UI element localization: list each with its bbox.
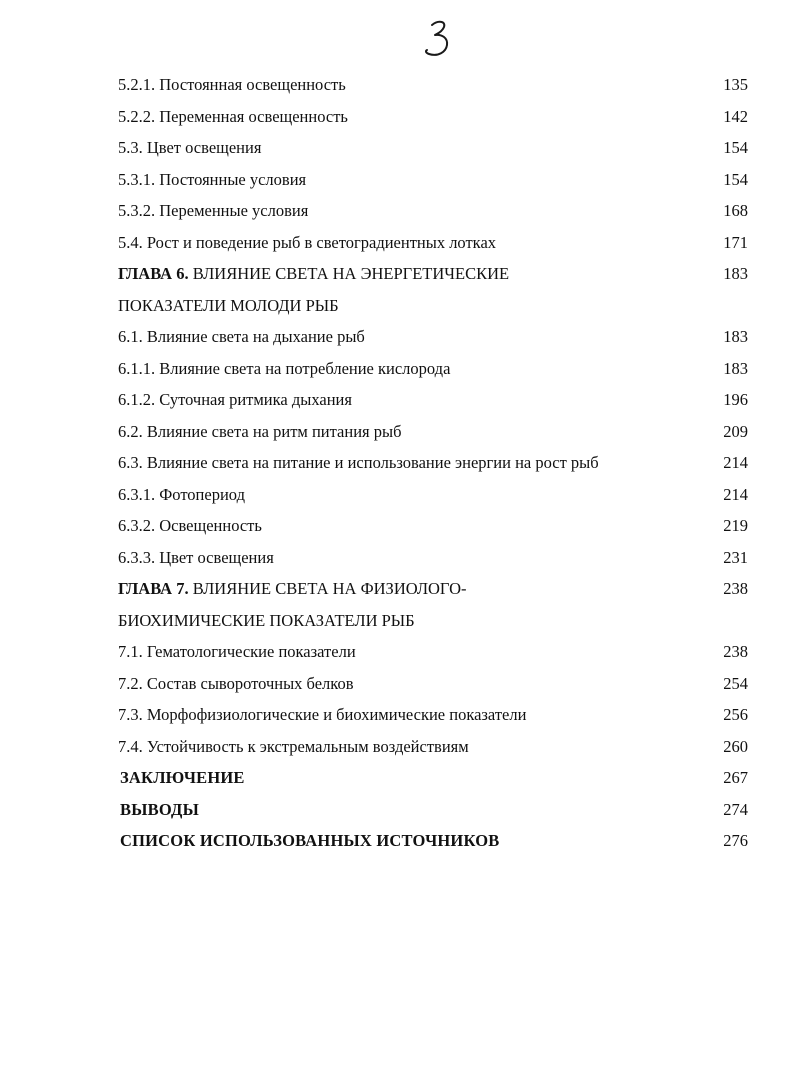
chapter-title-continuation: ПОКАЗАТЕЛИ МОЛОДИ РЫБ xyxy=(118,295,339,315)
toc-entry xyxy=(118,479,748,511)
toc-entry xyxy=(118,164,748,196)
toc-entry xyxy=(118,668,748,700)
toc-entry-page: 254 xyxy=(723,673,748,693)
toc-entry-page: 183 xyxy=(723,327,748,346)
toc-section-findings xyxy=(118,794,748,826)
toc-entry-title: 6.3. Влияние света на питание и использование энергии на рост рыб xyxy=(118,453,599,472)
toc-entry-title: 5.3.1. Постоянные условия xyxy=(118,169,307,189)
toc-entry-page: 183 xyxy=(723,358,748,378)
toc-chapter-title xyxy=(118,258,509,290)
toc-entry xyxy=(118,542,748,574)
toc-entry-title: 6.1. Влияние света на дыхание рыб xyxy=(118,327,365,346)
toc-entry-title: 7.4. Устойчивость к экстремальным воздействиям xyxy=(118,736,469,756)
toc-entry-page: 238 xyxy=(723,642,748,661)
toc-entry-page: 214 xyxy=(723,453,748,472)
toc-entry-title: 7.3. Морфофизиологические и биохимические показатели xyxy=(118,705,527,724)
toc-chapter-heading xyxy=(118,573,748,605)
toc-entry-title: 6.1.2. Суточная ритмика дыхания xyxy=(118,390,352,409)
toc-entry-title: 6.2. Влияние света на ритм питания рыб xyxy=(118,421,402,441)
toc-entry xyxy=(118,321,748,353)
toc-entry xyxy=(118,132,748,164)
toc-chapter-heading xyxy=(118,258,748,290)
handwritten-three-glyph xyxy=(420,16,460,62)
chapter-title-text: ВЛИЯНИЕ СВЕТА НА ФИЗИОЛОГО- xyxy=(188,579,467,598)
toc-entry-page: 135 xyxy=(723,75,748,94)
toc-entry-title: 5.2.1. Постоянная освещенность xyxy=(118,75,346,94)
toc-entry-page: 209 xyxy=(723,421,748,441)
handwritten-page-number xyxy=(420,16,460,62)
toc-entry-page: 154 xyxy=(723,138,748,157)
toc-entry-title: 6.3.2. Освещенность xyxy=(118,516,262,535)
toc-entry-page: 256 xyxy=(723,705,748,724)
toc-entry xyxy=(118,636,748,668)
chapter-number: ГЛАВА 6. xyxy=(118,264,189,283)
toc-chapter-title xyxy=(118,573,466,605)
toc-entry-page: 183 xyxy=(723,264,748,283)
toc-entry-title: 5.4. Рост и поведение рыб в светоградиентных лотках xyxy=(118,232,497,252)
toc-entry xyxy=(118,195,748,227)
chapter-number: ГЛАВА 7. xyxy=(118,579,189,598)
toc-entry-page: 267 xyxy=(723,768,748,787)
toc-entry-title: ЗАКЛЮЧЕНИЕ xyxy=(120,768,245,787)
toc-entry-page: 238 xyxy=(723,579,748,598)
toc-entry-page: 231 xyxy=(723,547,748,567)
toc-entry xyxy=(118,353,748,385)
toc-entry-title: 6.3.3. Цвет освещения xyxy=(118,547,274,567)
toc-entry-page: 274 xyxy=(723,799,748,819)
toc-entry xyxy=(118,384,748,416)
toc-entry-page: 219 xyxy=(723,516,748,535)
toc-entry-page: 142 xyxy=(723,106,748,126)
toc-entry xyxy=(118,101,748,133)
toc-entry xyxy=(118,447,748,479)
toc-entry xyxy=(118,699,748,731)
toc-entry-title: ВЫВОДЫ xyxy=(120,799,199,819)
toc-entry-title: 5.3. Цвет освещения xyxy=(118,138,262,157)
toc-entry xyxy=(118,731,748,763)
toc-section-conclusion xyxy=(118,762,748,794)
toc-entry-title: 6.3.1. Фотопериод xyxy=(118,484,245,504)
toc-entry-title: 7.2. Состав сывороточных белков xyxy=(118,673,354,693)
toc-entry-page: 214 xyxy=(723,484,748,504)
toc-entry-page: 196 xyxy=(723,390,748,409)
toc-entry-page: 154 xyxy=(723,169,748,189)
toc-chapter-continuation xyxy=(118,290,748,322)
toc-entry-page: 168 xyxy=(723,201,748,220)
toc-entry-title: СПИСОК ИСПОЛЬЗОВАННЫХ ИСТОЧНИКОВ xyxy=(120,831,500,850)
toc-entry-page: 171 xyxy=(723,232,748,252)
toc-entry-page: 276 xyxy=(723,831,748,850)
chapter-title-text: ВЛИЯНИЕ СВЕТА НА ЭНЕРГЕТИЧЕСКИЕ xyxy=(188,264,510,283)
toc-entry-title: 6.1.1. Влияние света на потребление кислорода xyxy=(118,358,451,378)
toc-section-references xyxy=(118,825,748,857)
toc-chapter-continuation xyxy=(118,605,748,637)
toc-entry-title: 5.2.2. Переменная освещенность xyxy=(118,106,348,126)
toc-entry xyxy=(118,416,748,448)
toc-entry-title: 7.1. Гематологические показатели xyxy=(118,642,356,661)
toc-entry-title: 5.3.2. Переменные условия xyxy=(118,201,309,220)
toc-entry xyxy=(118,69,748,101)
table-of-contents xyxy=(118,69,748,857)
toc-entry xyxy=(118,227,748,259)
toc-entry-page: 260 xyxy=(723,736,748,756)
toc-entry xyxy=(118,510,748,542)
chapter-title-continuation: БИОХИМИЧЕСКИЕ ПОКАЗАТЕЛИ РЫБ xyxy=(118,610,415,630)
